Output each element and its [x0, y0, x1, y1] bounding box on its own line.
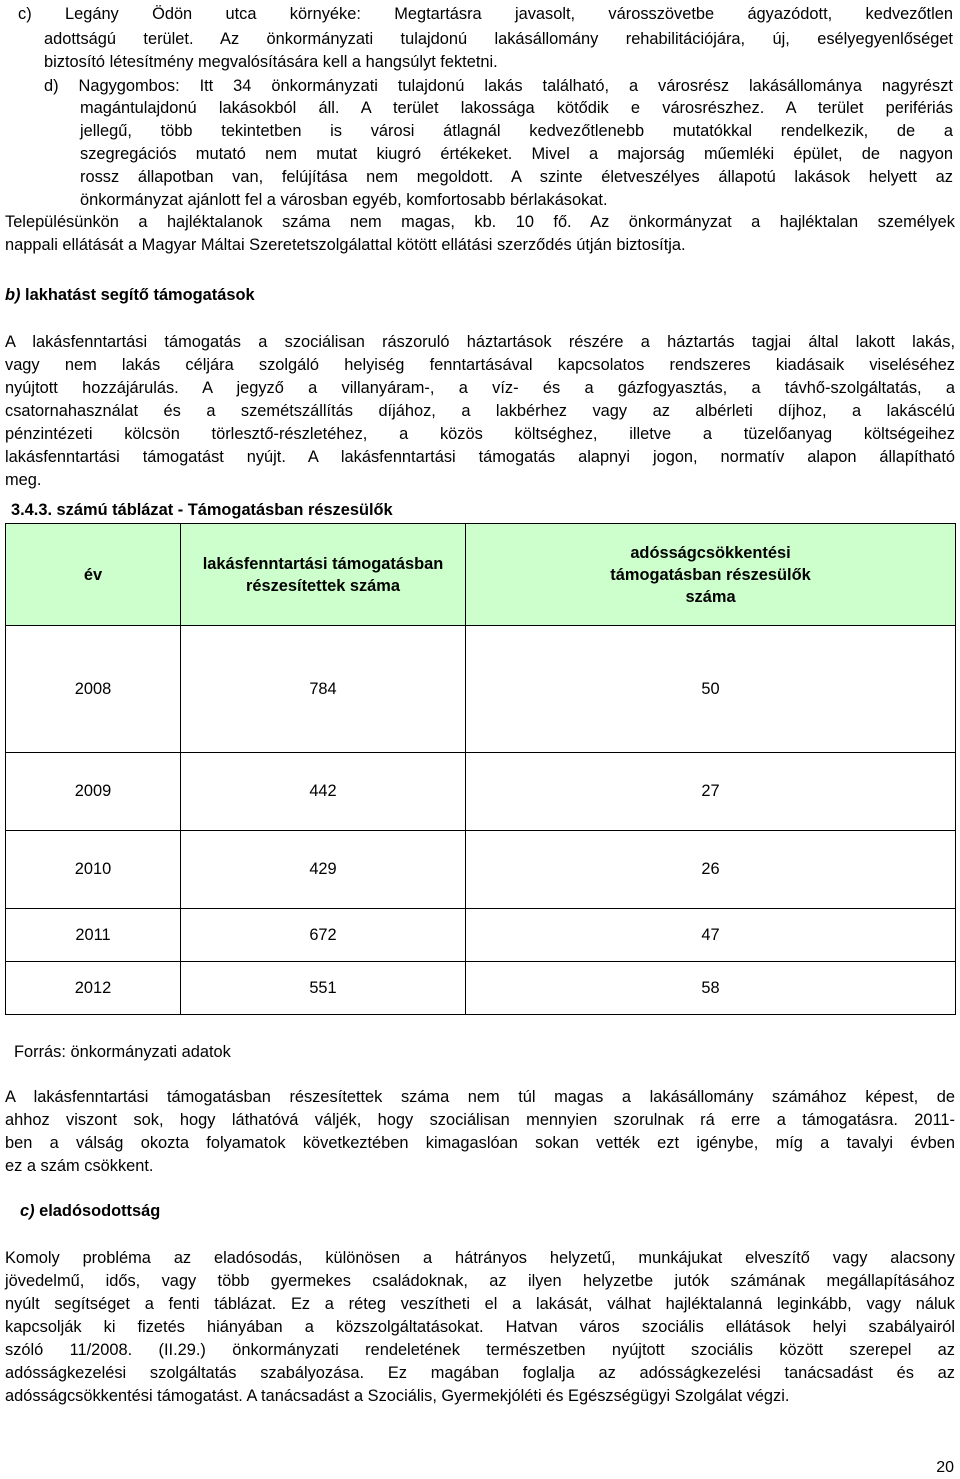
paragraph-d-line-2: magántulajdonú lakásokból áll. A terület lakossága kötődik e városrészhez. A terület perifériás	[80, 99, 953, 117]
paragraph-d-line-5: rossz állapotban van, felújítása nem megoldott. A szinte életveszélyes állapotú lakások helyett az	[80, 168, 953, 186]
section-b-line-4: csatornahasználat és a szemétszállítás díjához, a lakbérhez vagy az albérleti díjhoz, a lakáscélú	[5, 402, 955, 420]
paragraph-d-line-6: önkormányzat ajánlott fel a városban egyéb, komfortosabb bérlakásokat.	[80, 191, 608, 209]
table-row	[6, 909, 956, 962]
table-source: Forrás: önkormányzati adatok	[14, 1043, 231, 1061]
section-c-heading	[20, 1201, 160, 1221]
section-b-heading	[5, 285, 255, 305]
cell-debt-reduction: 58	[466, 962, 956, 1015]
cell-debt-reduction: 26	[466, 831, 956, 909]
section-c-line-3: nyúlt segítséget a fenti táblázat. Ez a réteg veszítheti el a lakását, válhat hajléktalanná leginkább, vagy náluk	[5, 1295, 955, 1313]
section-c-letter: c)	[20, 1202, 35, 1220]
table-header-row	[6, 524, 956, 626]
homeless-line-2: nappali ellátását a Magyar Máltai Szeretetszolgálattal kötött ellátási szerződés útján biztosítja.	[5, 236, 686, 254]
table-row	[6, 831, 956, 909]
header-housing-support: lakásfenntartási támogatásban részesítettek száma	[181, 524, 466, 626]
paragraph-c-line-2: adottságú terület. Az önkormányzati tulajdonú lakásállomány rehabilitációjára, új, esélyegyenlőséget	[44, 30, 953, 48]
paragraph-d-line-4: szegregációs mutató nem mutat kiugró értékeket. Mivel a majorság műemléki épület, de nagyon	[80, 145, 953, 163]
cell-housing-support: 672	[181, 909, 466, 962]
cell-year: 2008	[6, 626, 181, 753]
cell-housing-support: 551	[181, 962, 466, 1015]
section-c-line-2: jövedelmű, idős, vagy több gyermekes családoknak, az ilyen helyzetbe jutók számának megállapításához	[5, 1272, 955, 1290]
section-c-line-1: Komoly probléma az eladósodás, különösen a hátrányos helyzetű, munkájukat elveszítő vagy alacsony	[5, 1249, 955, 1267]
page-number: 20	[936, 1459, 954, 1476]
after-table-line-2: ahhoz viszont sok, hogy láthatóvá váljék, hogy szociálisan mennyien szorulnak rá erre a támogatásra. 2011-	[5, 1111, 955, 1129]
header-debt-reduction: adósságcsökkentési támogatásban részesülők száma	[466, 524, 956, 626]
cell-housing-support: 429	[181, 831, 466, 909]
section-c-line-4: kapcsolják ki fizetés hiányában a közszolgáltatásokat. Hatvan város szociális ellátások helyi szabályairól	[5, 1318, 955, 1336]
section-c-line-5: szóló 11/2008. (II.29.) önkormányzati rendeletének természetben nyújtott szociális között szerepel az	[5, 1341, 955, 1359]
section-b-letter: b)	[5, 286, 21, 304]
cell-year: 2009	[6, 753, 181, 831]
cell-year: 2011	[6, 909, 181, 962]
cell-debt-reduction: 47	[466, 909, 956, 962]
cell-year: 2010	[6, 831, 181, 909]
paragraph-d-line-1: d) Nagygombos: Itt 34 önkormányzati tulajdonú lakás található, a városrész lakásállománya nagyrészt	[44, 77, 953, 95]
paragraph-c-line-3: biztosító létesítmény megvalósítására kell a hangsúlyt fektetni.	[44, 53, 498, 71]
after-table-line-4: ez a szám csökkent.	[5, 1157, 154, 1175]
section-c-title: eladósodottság	[39, 1202, 161, 1220]
table-row	[6, 626, 956, 753]
section-b-line-2: vagy nem lakás céljára szolgáló helyiség fenntartásával kapcsolatos rendszeres kiadásaik viseléséhez	[5, 356, 955, 374]
cell-debt-reduction: 27	[466, 753, 956, 831]
section-b-line-3: nyújtott hozzájárulás. A jegyző a villanyáram-, a víz- és a gázfogyasztás, a távhő-szolgáltatás, a	[5, 379, 955, 397]
after-table-line-1: A lakásfenntartási támogatásban részesítettek száma nem túl magas a lakásállomány számához képest, de	[5, 1088, 955, 1106]
section-b-line-5: pénzintézeti kölcsön törlesztő-részletéhez, a közös költséghez, illetve a tüzelőanyag költségeihez	[5, 425, 955, 443]
section-b-line-1: A lakásfenntartási támogatás a szociálisan rászoruló háztartások részére a háztartás tagjai által lakott lakás,	[5, 333, 955, 351]
support-recipients-table	[5, 523, 956, 1015]
homeless-line-1: Településünkön a hajléktalanok száma nem magas, kb. 10 fő. Az önkormányzat a hajléktalan személyek	[5, 213, 955, 231]
header-year: év	[6, 524, 181, 626]
section-b-line-6: lakásfenntartási támogatást nyújt. A lakásfenntartási támogatás alapnyi jogon, normatív alapon állapítható	[5, 448, 955, 466]
paragraph-c-line-1: c) Legány Ödön utca környéke: Megtartásra javasolt, városszövetbe ágyazódott, kedvezőtlen	[18, 5, 953, 23]
paragraph-d-line-3: jellegű, több tekintetben is városi átlagnál kedvezőtlenebb mutatókkal rendelkezik, de a	[80, 122, 953, 140]
after-table-line-3: ben a válság okozta folyamatok következtében kimagaslóan sokan vették ezt igénybe, míg a tavalyi évben	[5, 1134, 955, 1152]
cell-housing-support: 784	[181, 626, 466, 753]
section-b-line-7: meg.	[5, 471, 42, 489]
section-c-line-7: adósságcsökkentési támogatást. A tanácsadást a Szociális, Gyermekjóléti és Egészségügyi Szolgálat végzi.	[5, 1387, 790, 1405]
cell-housing-support: 442	[181, 753, 466, 831]
section-b-title: lakhatást segítő támogatások	[25, 286, 255, 304]
section-c-line-6: adósságkezelési szolgáltatás szabályozása. Ez magában foglalja az adósságkezelési tanácsadást és az	[5, 1364, 955, 1382]
table-caption: 3.4.3. számú táblázat - Támogatásban részesülők	[11, 501, 393, 519]
cell-year: 2012	[6, 962, 181, 1015]
cell-debt-reduction: 50	[466, 626, 956, 753]
table-row	[6, 753, 956, 831]
table-row	[6, 962, 956, 1015]
